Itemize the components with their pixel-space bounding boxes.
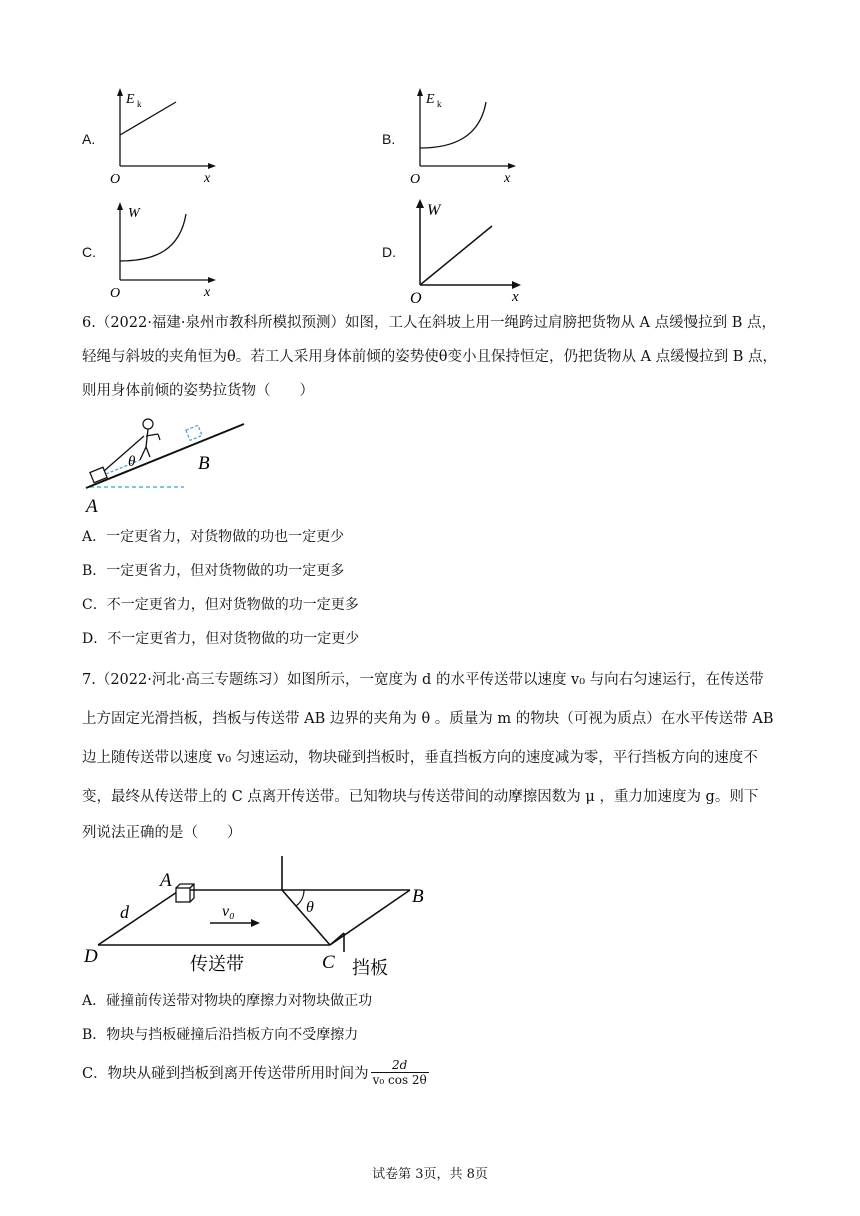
q7-figure	[82, 852, 442, 980]
graph-c-ylabel: W	[128, 206, 140, 221]
q6-theta-label: θ	[128, 454, 136, 470]
q6-label-b: B	[198, 453, 210, 474]
q6-figure	[82, 414, 252, 514]
q7-label-d: D	[84, 946, 98, 967]
q7-baffle-label: 挡板	[352, 958, 388, 978]
q7-v0-label: v₀	[222, 903, 235, 920]
option-d-label: D.	[382, 244, 396, 260]
q7-line-3: 边上随传送带以速度 v₀ 匀速运动，物块碰到挡板时，垂直挡板方向的速度减为零，平行挡板方向的速度不	[82, 750, 758, 766]
graph-a-origin: O	[110, 172, 121, 186]
q7-width-label: d	[120, 902, 129, 922]
graph-c-xlabel: x	[204, 285, 211, 300]
graph-b-xlabel: x	[504, 171, 511, 186]
q6-option-c: C．不一定更省力，但对货物做的功一定更多	[82, 597, 359, 613]
graph-c-origin: O	[110, 286, 121, 300]
q6-line-2: 轻绳与斜坡的夹角恒为θ。若工人采用身体前倾的姿势使θ变小且保持恒定，仍把货物从 A 点缓慢拉到 B 点，	[82, 349, 778, 365]
graph-a	[110, 86, 225, 186]
q7-option-b: B．物块与挡板碰撞后沿挡板方向不受摩擦力	[82, 1027, 359, 1043]
graph-a-xlabel: x	[204, 171, 211, 186]
graph-a-ylabel: E	[126, 92, 135, 107]
q6-label-a: A	[86, 496, 98, 514]
q7-option-c: C．物块从碰到挡板到离开传送带所用时间为	[82, 1065, 369, 1082]
q7-line-2: 上方固定光滑挡板，挡板与传送带 AB 边界的夹角为 θ 。质量为 m 的物块（可视为质点）在水平传送带 AB	[82, 711, 774, 727]
page-footer: 试卷第 3页，共 8页	[372, 1167, 488, 1182]
q6-line-1: 6.（2022·福建·泉州市教科所模拟预测）如图，工人在斜坡上用一绳跨过肩膀把货物从 A 点缓慢拉到 B 点，	[82, 315, 777, 331]
graph-b-ysub: k	[437, 99, 442, 109]
q7-label-c: C	[322, 952, 335, 973]
graph-b-curve	[420, 102, 486, 148]
q7-theta-label: θ	[306, 899, 314, 916]
q7-line-5: 列说法正确的是（ ）	[82, 825, 242, 841]
graph-d-ylabel: W	[427, 202, 441, 219]
graph-d-xlabel: x	[512, 289, 519, 305]
option-b-label: B.	[382, 131, 396, 147]
graph-c	[110, 200, 225, 300]
graph-b-ylabel: E	[426, 92, 435, 107]
q6-line-3: 则用身体前倾的姿势拉货物（ ）	[82, 383, 314, 399]
q7-line-1: 7.（2022·河北·高三专题练习）如图所示，一宽度为 d 的水平传送带以速度 v₀ 与向右匀速运行，在传送带	[82, 672, 764, 688]
q7-fraction-numerator: 2d	[371, 1058, 429, 1073]
graph-b	[410, 86, 525, 186]
graph-d	[410, 195, 530, 307]
q7-label-b: B	[412, 886, 424, 907]
q7-belt-label: 传送带	[190, 954, 244, 974]
q6-option-b: B．一定更省力，但对货物做的功一定更多	[82, 563, 345, 579]
graph-a-ysub: k	[137, 99, 142, 109]
q7-label-a: A	[160, 870, 172, 891]
graph-d-origin: O	[410, 290, 422, 307]
q7-line-4: 变，最终从传送带上的 C 点离开传送带。已知物块与传送带间的动摩擦因数为 μ ，重力加速度为 g。则下	[82, 789, 759, 805]
graph-d-curve	[420, 226, 492, 285]
q7-fraction	[371, 1058, 429, 1087]
option-c-label: C.	[82, 244, 96, 260]
graph-c-curve	[120, 214, 186, 261]
graph-b-origin: O	[410, 172, 421, 186]
q7-option-c-row	[82, 1052, 429, 1092]
q7-fraction-denominator: v₀ cos 2θ	[372, 1072, 427, 1087]
q6-option-d: D．不一定更省力，但对货物做的功一定更少	[82, 631, 360, 647]
q6-option-a: A．一定更省力，对货物做的功也一定更少	[82, 529, 345, 545]
option-a-label: A.	[82, 131, 96, 147]
q7-option-a: A．碰撞前传送带对物块的摩擦力对物块做正功	[82, 993, 373, 1009]
